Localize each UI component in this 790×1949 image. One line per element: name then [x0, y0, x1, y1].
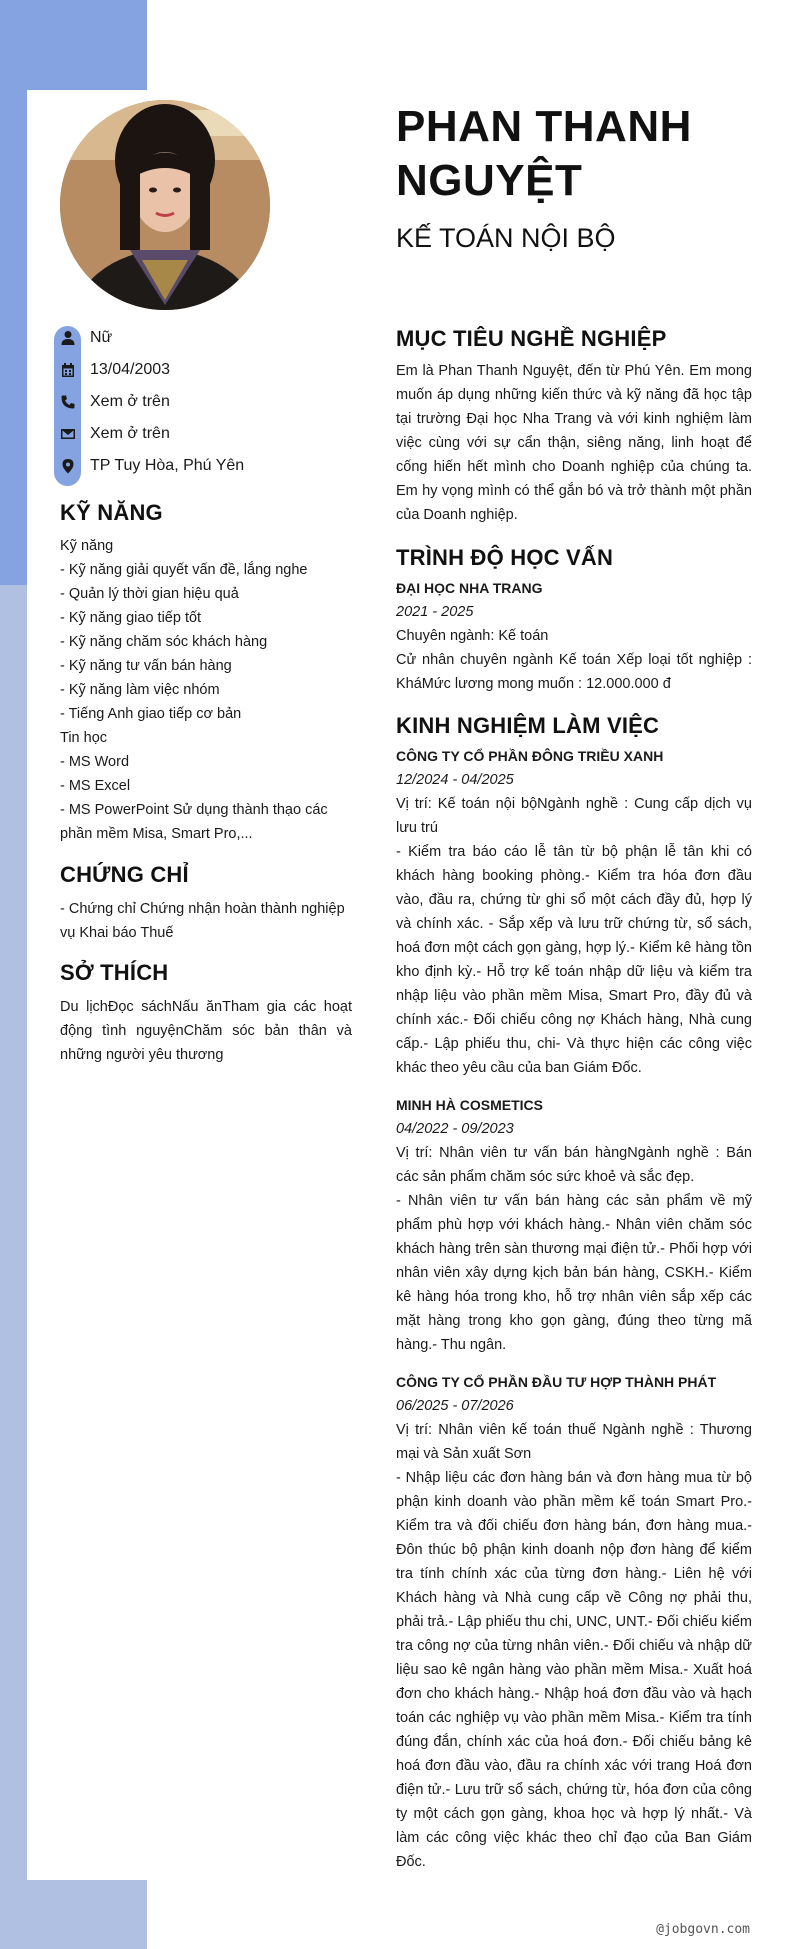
- skill-line: - MS PowerPoint Sử dụng thành thạo các phần mềm Misa, Smart Pro,...: [60, 802, 328, 842]
- job-entry: [396, 1093, 752, 1357]
- job-description: - Nhân viên tư vấn bán hàng các sản phẩm về mỹ phẩm phù hợp với khách hàng.- Nhân viên chăm sóc khách hàng trên sàn thương mại điện tử.- Phối hợp với nhân viên xây dựng kịch bản bán hàng, CSKH.- Kiểm kê hàng hóa trong kho, hỗ trợ nhân viên sắp xếp các mặt hàng trong kho gọn gàng, đúng theo từng mã hàng.- Thu ngân.: [396, 1193, 752, 1353]
- objective-text: Em là Phan Thanh Nguyệt, đến từ Phú Yên. Em mong muốn áp dụng những kiến thức và kỹ năng đã học tập tại trường Đại học Nha Trang và với kinh nghiệm làm việc cùng với sự cẩn thận, siêng năng, linh hoạt để cống hiến hết mình cho Doanh nghiệp của chúng ta. Em hy vọng mình có thể gắn bó và trở thành một phần của Doanh nghiệp.: [396, 363, 752, 523]
- skill-line: - Kỹ năng giải quyết vấn đề, lắng nghe: [60, 562, 308, 578]
- phone-text[interactable]: Xem ở trên: [90, 393, 170, 410]
- skill-line: - Kỹ năng chăm sóc khách hàng: [60, 634, 268, 650]
- dob-text: 13/04/2003: [90, 361, 171, 378]
- certificate-line: - Chứng chỉ Chứng nhận hoàn thành nghiệp vụ Khai báo Thuế: [60, 901, 345, 941]
- job-description: - Kiểm tra báo cáo lễ tân từ bộ phận lễ tân khi có khách hàng booking phòng.- Kiểm tra hóa đơn đầu vào, đầu ra, chứng từ ghi sổ một cách đầy đủ, hợp lý và chính xác. - Sắp xếp và lưu trữ chứng từ, sổ sách, hoá đơn một cách gọn gàng, hợp lý.- Kiểm kê hàng tồn kho định kỳ.- Hỗ trợ kế toán nhập dữ liệu và kiểm tra nhập liệu vào phần mềm Misa, Smart Pro, đầy đủ và chính xác.- Đối chiếu công nợ Khách hàng, Nhà cung cấp.- Lập phiếu thu, chi- Và thực hiện các công việc khác theo yêu cầu của ban Giám Đốc.: [396, 844, 752, 1076]
- skill-line: - Kỹ năng giao tiếp tốt: [60, 610, 202, 626]
- skill-line: - Quản lý thời gian hiệu quả: [60, 586, 239, 602]
- contact-gender: [54, 325, 112, 351]
- contact-dob: [54, 357, 170, 383]
- watermark: @jobgovn.com: [656, 1922, 750, 1937]
- gender-text: Nữ: [90, 329, 113, 346]
- phone-icon: [54, 389, 81, 415]
- job-role: Vị trí: Kế toán nội bộNgành nghề : Cung cấp dịch vụ lưu trú: [396, 796, 752, 836]
- education-major: Chuyên ngành: Kế toán: [396, 628, 549, 644]
- skill-line: - Tiếng Anh giao tiếp cơ bản: [60, 706, 242, 722]
- candidate-title: KẾ TOÁN NỘI BỘ: [396, 223, 616, 253]
- candidate-name: PHAN THANH NGUYỆT: [396, 102, 692, 205]
- skills-list: [60, 534, 352, 846]
- job-company: CÔNG TY CỔ PHẦN ĐÔNG TRIỀU XANH: [396, 748, 664, 764]
- education-school: ĐẠI HỌC NHA TRANG: [396, 580, 543, 596]
- objective-heading: MỤC TIÊU NGHỀ NGHIỆP: [396, 326, 667, 351]
- email-icon: [54, 421, 81, 447]
- job-company: MINH HÀ COSMETICS: [396, 1097, 543, 1113]
- person-icon: [54, 325, 81, 351]
- skills-heading: KỸ NĂNG: [60, 500, 163, 525]
- skill-line: Tin học: [60, 730, 108, 746]
- address-text: TP Tuy Hòa, Phú Yên: [90, 457, 245, 474]
- contact-address: [54, 453, 244, 479]
- education-heading: TRÌNH ĐỘ HỌC VẤN: [396, 545, 614, 570]
- job-entry: [396, 744, 752, 1080]
- avatar: [60, 100, 270, 310]
- calendar-icon: [54, 357, 81, 383]
- job-period: 12/2024 - 04/2025: [396, 772, 514, 788]
- job-company: CÔNG TY CỔ PHẦN ĐẦU TƯ HỢP THÀNH PHÁT: [396, 1374, 717, 1390]
- skill-line: - MS Excel: [60, 778, 131, 794]
- hobbies-text: [60, 995, 352, 1067]
- skill-line: - Kỹ năng tư vấn bán hàng: [60, 658, 232, 674]
- hobbies-heading: SỞ THÍCH: [60, 960, 169, 985]
- education-block: [396, 576, 752, 696]
- skill-line: Kỹ năng: [60, 538, 114, 554]
- job-role: Vị trí: Nhân viên tư vấn bán hàngNgành nghề : Bán các sản phẩm chăm sóc sức khoẻ và sắc đẹp.: [396, 1145, 752, 1185]
- skill-line: - Kỹ năng làm việc nhóm: [60, 682, 220, 698]
- job-period: 04/2022 - 09/2023: [396, 1121, 514, 1137]
- education-detail: Cử nhân chuyên ngành Kế toán Xếp loại tốt nghiệp : KháMức lương mong muốn : 12.000.000 đ: [396, 652, 752, 692]
- email-text[interactable]: Xem ở trên: [90, 425, 170, 442]
- location-pin-icon: [54, 453, 81, 479]
- experience-heading: KINH NGHIỆM LÀM VIỆC: [396, 713, 660, 738]
- skill-line: - MS Word: [60, 754, 130, 770]
- certificates-text: [60, 897, 352, 945]
- job-description: - Nhập liệu các đơn hàng bán và đơn hàng mua từ bộ phận kinh doanh vào phần mềm kế toán Smart Pro.- Kiểm tra và đối chiếu đơn hàng bán, đơn hàng mua.- Đôn thúc bộ phận kinh doanh nộp đơn hàng để kiểm tra tính chính xác của từng đơn hàng.- Liên hệ với Khách hàng và Nhà cung cấp về Công nợ phải thu, phải trả.- Lập phiếu thu chi, UNC, UNT.- Đối chiếu kiểm tra công nợ của từng nhân viên.- Đối chiếu và nhập dữ liệu sao kê ngân hàng vào phần mềm Misa.- Xuất hoá đơn cho khách hàng.- Nhập hoá đơn đầu vào và hạch toán các nghiệp vụ vào phần mềm Misa.- Kiểm tra tính đúng đắn, chính xác của hoá đơn.- Đối chiếu bảng kê hoá đơn đầu vào, đầu ra chính xác với trang Hoá đơn điện tử.- Lưu trữ sổ sách, chứng từ, hóa đơn của công ty một cách gọn gàng, khoa học và hợp lý nhất.- Và làm các công việc khác theo chỉ đạo của Ban Giám Đốc.: [396, 1470, 752, 1870]
- contact-phone: [54, 389, 170, 415]
- hobbies-line: Du lịchĐọc sáchNấu ănTham gia các hoạt động tình nguyệnChăm sóc bản thân và những người yêu thương: [60, 999, 352, 1063]
- job-entry: [396, 1370, 752, 1874]
- job-period: 06/2025 - 07/2026: [396, 1398, 514, 1414]
- job-role: Vị trí: Nhân viên kế toán thuế Ngành nghề : Thương mại và Sản xuất Sơn: [396, 1422, 752, 1462]
- education-period: 2021 - 2025: [396, 604, 474, 620]
- contact-email: [54, 421, 170, 447]
- certificates-heading: CHỨNG CHỈ: [60, 862, 189, 887]
- profile-photo: [60, 100, 270, 310]
